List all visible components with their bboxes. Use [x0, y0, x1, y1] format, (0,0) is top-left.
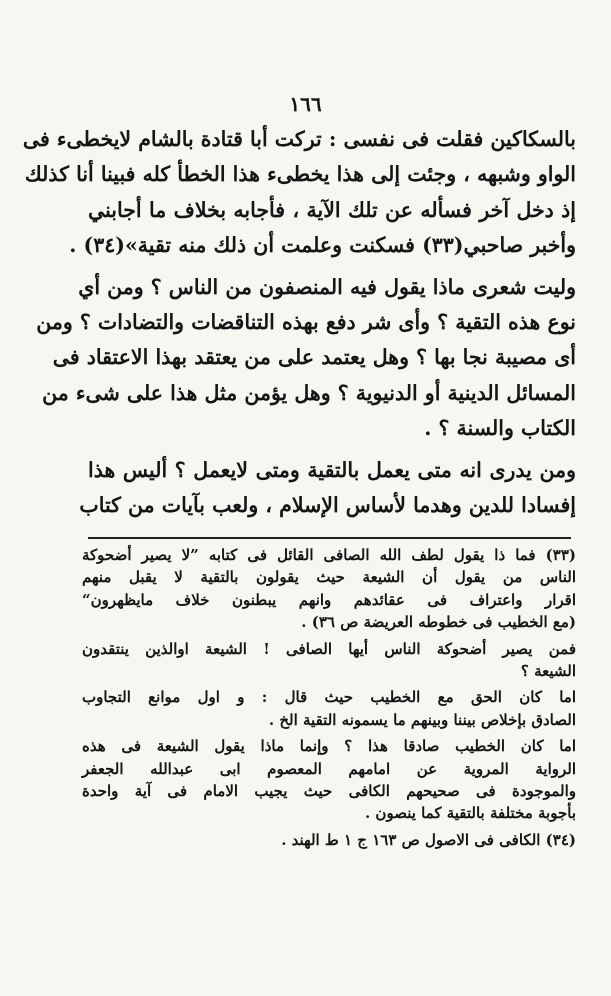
- footnote-line: بأجوبة مختلفة بالتقية كما ينصون .: [364, 804, 576, 823]
- text-line: أى مصيبة نجا بها ؟ وهل يعتمد على من يعتقد بهذا الاعتقاد فى: [52, 345, 576, 370]
- footnote-line: والموجودة فى صحيحهم الكافى حيث يجيب الامام فى آية واحدة: [82, 782, 576, 801]
- footnote-line: الصادق بإخلاص بيننا وبينهم ما يسمونه التقية الخ .: [268, 710, 576, 729]
- footnote-line: فمن يصير أضحوكة الناس أيها الصافى ! الشيعة اوالذين ينتقدون: [82, 639, 576, 658]
- footnote-line: اقرار واعتراف فى عقائدهم وانهم يبطنون خلاف مايظهرون“: [82, 590, 576, 609]
- main-text: [22, 122, 576, 523]
- text-line: الواو وشبهه ، وجئت إلى هذا يخطىء هذا الخطأ كله فبينا أنا كذلك: [24, 162, 576, 187]
- footnote-line: الناس من يقول أن الشيعة حيث يقولون بالتقية لا يقبل منهم: [82, 568, 576, 587]
- footnote-line: (٣٣) فما ذا يقول لطف الله الصافى القائل فى كتابه ”لا يصير أضحوكة: [82, 546, 576, 564]
- text-line: ومن يدرى انه متى يعمل بالتقية ومتى لايعمل ؟ أليس هذا: [88, 457, 576, 482]
- footnote-line: (٣٤) الكافى فى الاصول ص ١٦٣ ج ١ ط الهند .: [281, 830, 576, 849]
- footnote-line: اما كان الحق مع الخطيب حيث قال : و اول موانع التجاوب: [82, 688, 576, 707]
- text-line: الكتاب والسنة ؟ .: [424, 416, 576, 441]
- page-number: ١٦٦: [289, 92, 322, 116]
- footnote-line: الشيعة ؟: [520, 662, 576, 681]
- text-line: وليت شعرى ماذا يقول فيه المنصفون من الناس ؟ ومن أي: [78, 274, 576, 299]
- text-line: نوع هذه التقية ؟ وأى شر دفع بهذه التناقضات والتضادات ؟ ومن: [36, 310, 576, 335]
- text-line: وأخبر صاحبي(٣٣) فسكنت وعلمت أن ذلك منه تقية»(٣٤) .: [69, 233, 576, 258]
- text-line: المسائل الدينية أو الدنيوية ؟ وهل يؤمن مثل هذا على شىء من: [42, 380, 576, 405]
- footnote-separator: [88, 537, 571, 539]
- text-line: بالسكاكين فقلت فى نفسى : تركت أبا قتادة بالشام لايخطىء فى: [22, 127, 576, 151]
- footnotes: [82, 544, 576, 851]
- footnote-line: الرواية المروية عن امامهم المعصوم ابى عبدالله الجعفر: [82, 759, 576, 778]
- footnote-line: (مع الخطيب فى خطوطه العريضة ص ٣٦) .: [301, 613, 576, 632]
- text-line: إفسادا للدين وهدما لأساس الإسلام ، ولعب بآيات من كتاب: [79, 493, 576, 518]
- footnote-line: اما كان الخطيب صادقا هذا ؟ وإنما ماذا يقول الشيعة فى هذه: [82, 737, 576, 756]
- text-line: إذ دخل آخر فسأله عن تلك الآية ، فأجابه بخلاف ما أجابني: [88, 197, 576, 222]
